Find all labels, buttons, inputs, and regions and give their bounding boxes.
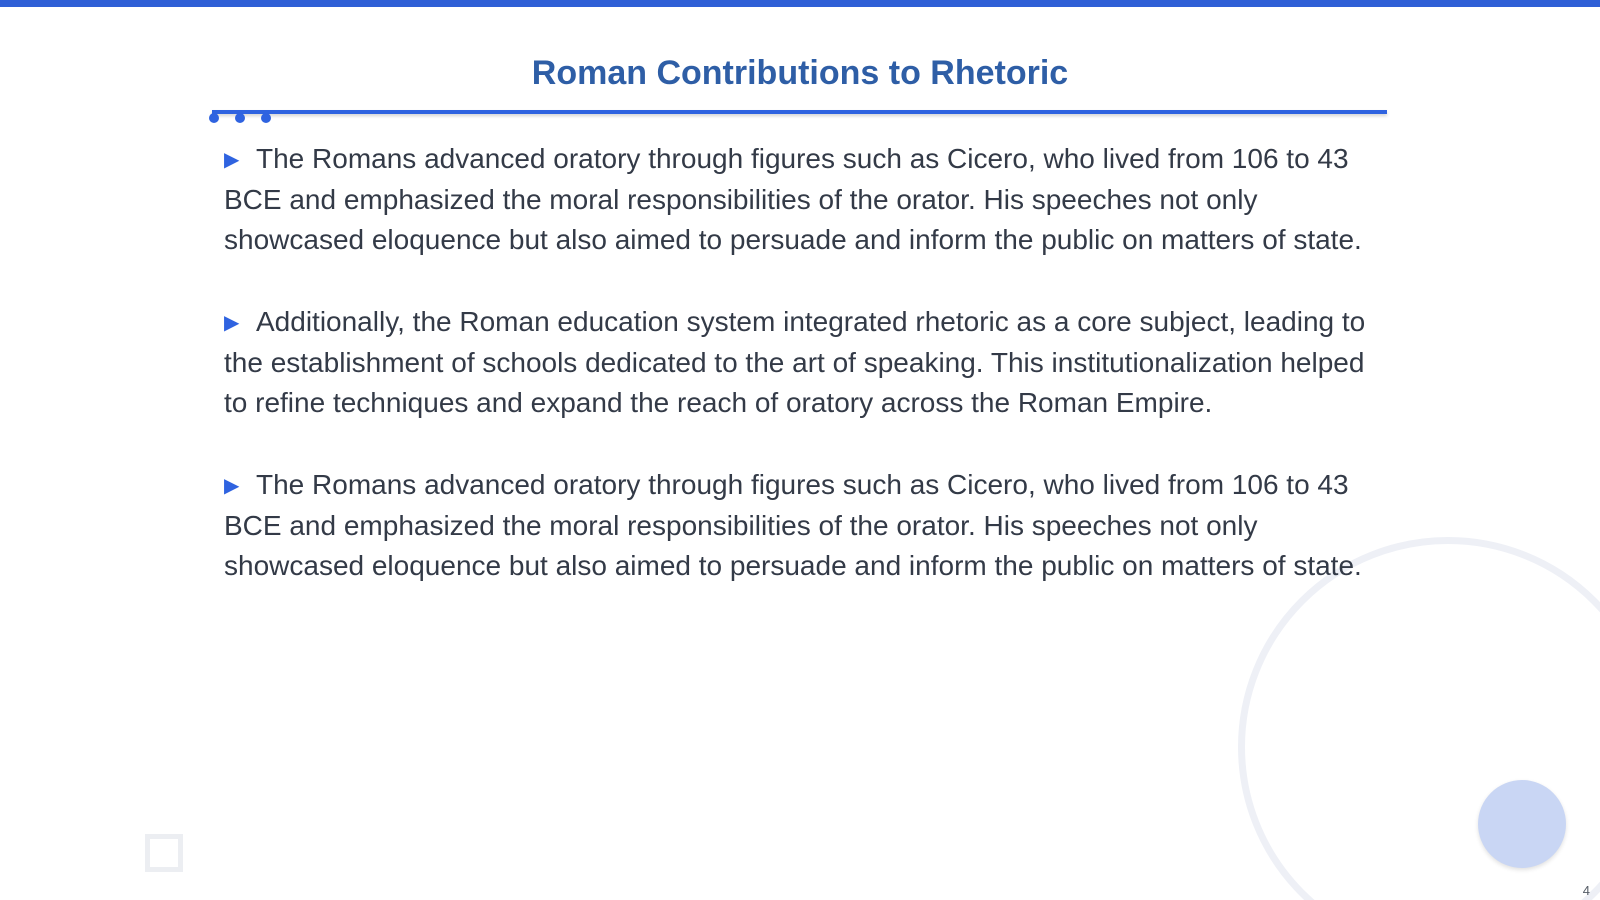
page-number: 4 [1582, 883, 1590, 898]
bullet-text: Additionally, the Roman education system integrated rhetoric as a core subject, leading to the establishment of schools dedicated to the art of speaking. This institutionalization helped to refine techniques and expand the reach of oratory across the Roman Empire. [224, 306, 1366, 418]
slide-title: Roman Contributions to Rhetoric [531, 54, 1069, 92]
title-underline [212, 110, 1387, 114]
bullet-item [224, 465, 1374, 586]
bullet-list [224, 139, 1374, 628]
triangle-bullet-icon: ▶ [224, 149, 240, 171]
underline-dot [209, 113, 219, 123]
top-accent-bar [0, 0, 1600, 7]
bullet-text: The Romans advanced oratory through figures such as Cicero, who lived from 106 to 43 BCE and emphasized the moral responsibilities of the orator. His speeches not only showcased eloquence but also aimed to persuade and inform the public on matters of state. [224, 143, 1362, 255]
bullet-item [224, 302, 1374, 423]
underline-dot [235, 113, 245, 123]
triangle-bullet-icon: ▶ [224, 312, 240, 334]
bullet-text: The Romans advanced oratory through figures such as Cicero, who lived from 106 to 43 BCE and emphasized the moral responsibilities of the orator. His speeches not only showcased eloquence but also aimed to persuade and inform the public on matters of state. [224, 469, 1362, 581]
decorative-square [145, 834, 183, 872]
bullet-item [224, 139, 1374, 260]
triangle-bullet-icon: ▶ [224, 475, 240, 497]
underline-dot [261, 113, 271, 123]
decorative-circle [1478, 780, 1566, 868]
